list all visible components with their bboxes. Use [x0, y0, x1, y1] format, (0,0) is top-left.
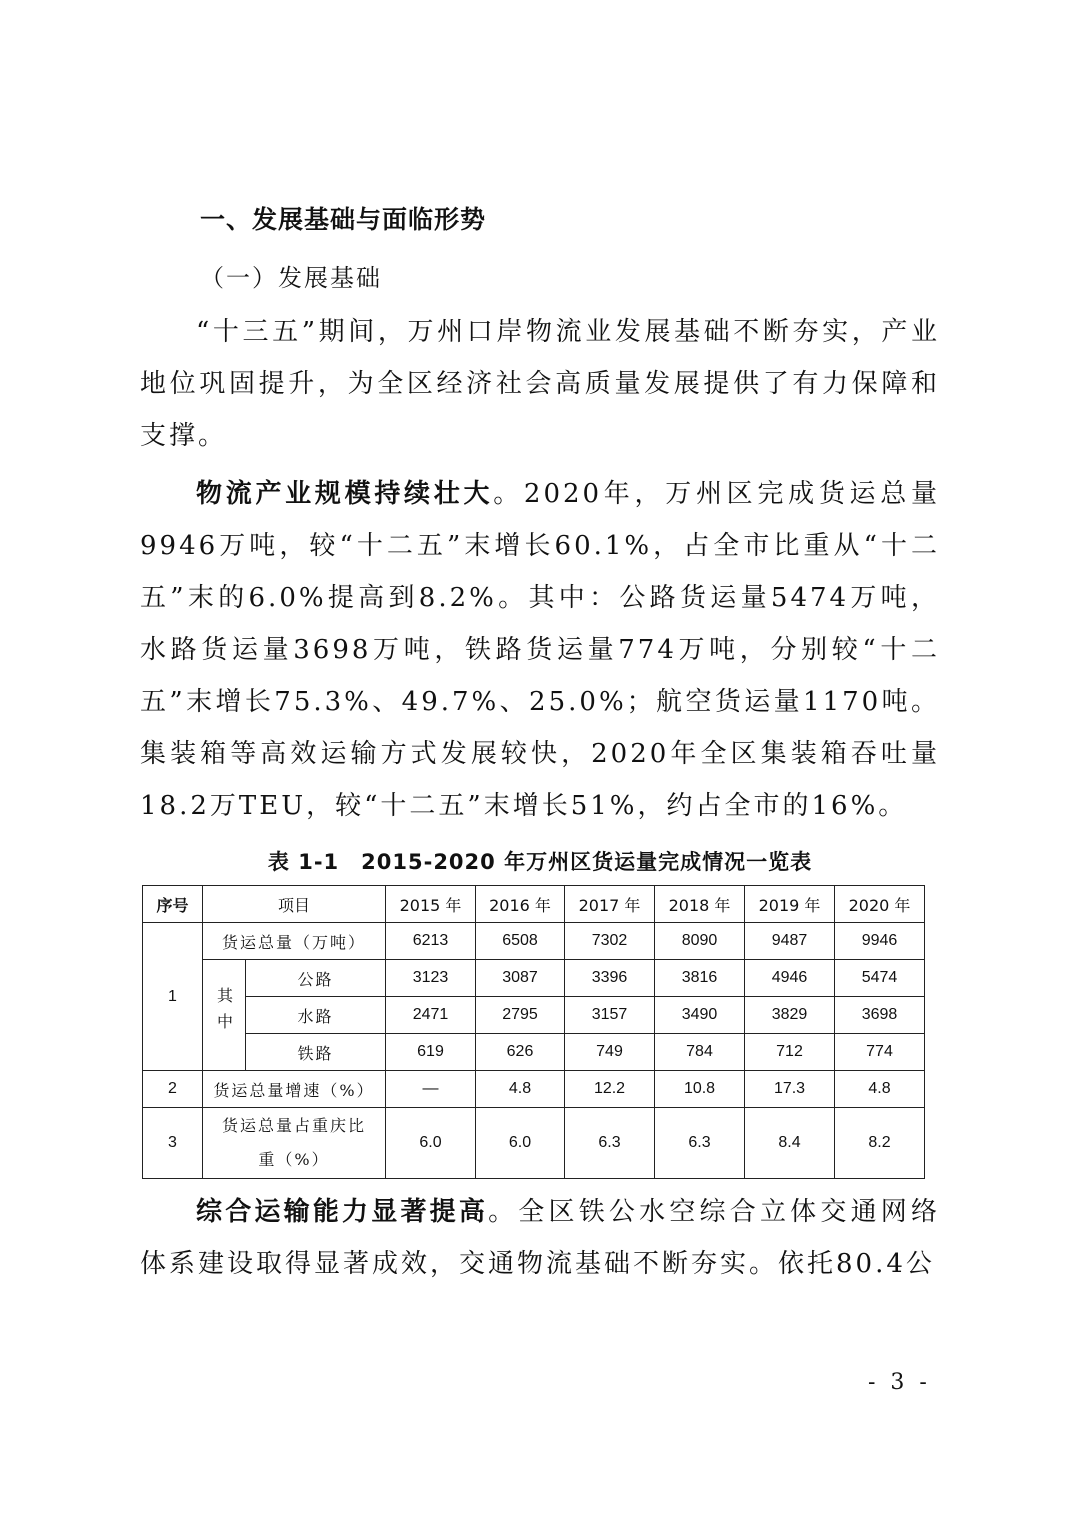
cell-value: 5474	[835, 960, 925, 997]
cell-value: —	[386, 1071, 476, 1108]
table-caption: 表 1-1 2015-2020 年万州区货运量完成情况一览表	[267, 850, 813, 874]
row-index: 3	[143, 1108, 203, 1179]
table-row	[143, 923, 925, 960]
cell-value: 2795	[476, 997, 565, 1034]
cell-value: 8090	[655, 923, 745, 960]
cell-value: 3829	[745, 997, 835, 1034]
freight-volume-table	[142, 885, 925, 1179]
cell-value: 3157	[565, 997, 655, 1034]
cell-value: 3490	[655, 997, 745, 1034]
cell-value: 774	[835, 1034, 925, 1071]
table-row	[143, 960, 925, 997]
header-year: 2017 年	[565, 886, 655, 923]
cell-value: 6.3	[565, 1108, 655, 1179]
row-index: 2	[143, 1071, 203, 1108]
table-row	[143, 997, 925, 1034]
cell-value: 12.2	[565, 1071, 655, 1108]
cell-value: 619	[386, 1034, 476, 1071]
paragraph-body: 。全区铁公水空综合立体交通网络体系建设取得显著成效，交通物流基础不断夯实。依托80.4公	[140, 1197, 940, 1279]
table-header-row	[143, 886, 925, 923]
cell-value: 6.3	[655, 1108, 745, 1179]
paragraph-lead: 综合运输能力显著提高	[196, 1197, 489, 1227]
row-label: 公路	[246, 960, 386, 997]
paragraph-body: 。2020年，万州区完成货运总量9946万吨，较“十二五”末增长60.1%，占全市比重从“十二五”末的6.0%提高到8.2%。其中：公路货运量5474万吨，水路货运量3698万吨，铁路货运量774万吨，分别较“十二五”末增长75.3%、49.7%、25.0%；航空货运量1170吨。集装箱等高效运输方式发展较快，2020年全区集装箱吞吐量18.2万TEU，较“十二五”末增长51%，约占全市的16%。	[140, 479, 940, 821]
cell-value: 6.0	[476, 1108, 565, 1179]
header-year: 2016 年	[476, 886, 565, 923]
header-index: 序号	[143, 886, 203, 923]
sub-group-label: 其中	[203, 960, 246, 1071]
cell-value: 9946	[835, 923, 925, 960]
paragraph-lead: 物流产业规模持续壮大	[196, 479, 494, 509]
header-year: 2018 年	[655, 886, 745, 923]
cell-value: 9487	[745, 923, 835, 960]
cell-value: 7302	[565, 923, 655, 960]
cell-value: 10.8	[655, 1071, 745, 1108]
cell-value: 2471	[386, 997, 476, 1034]
cell-value: 3087	[476, 960, 565, 997]
header-year: 2015 年	[386, 886, 476, 923]
row-index: 1	[143, 923, 203, 1071]
table-row	[143, 1034, 925, 1071]
logistics-scale-paragraph	[140, 468, 940, 832]
row-label: 铁路	[246, 1034, 386, 1071]
cell-value: 4.8	[835, 1071, 925, 1108]
cell-value: 6508	[476, 923, 565, 960]
table-row	[143, 1071, 925, 1108]
cell-value: 6213	[386, 923, 476, 960]
header-year: 2019 年	[745, 886, 835, 923]
cell-value: 17.3	[745, 1071, 835, 1108]
header-year: 2020 年	[835, 886, 925, 923]
cell-value: 3396	[565, 960, 655, 997]
row-label: 货运总量增速（%）	[203, 1071, 386, 1108]
cell-value: 3698	[835, 997, 925, 1034]
cell-value: 4946	[745, 960, 835, 997]
header-item: 项目	[203, 886, 386, 923]
cell-value: 749	[565, 1034, 655, 1071]
cell-value: 4.8	[476, 1071, 565, 1108]
cell-value: 784	[655, 1034, 745, 1071]
page-number: - 3 -	[868, 1370, 931, 1395]
cell-value: 3123	[386, 960, 476, 997]
row-label: 货运总量占重庆比重（%）	[203, 1108, 386, 1179]
cell-value: 712	[745, 1034, 835, 1071]
row-label: 货运总量（万吨）	[203, 923, 386, 960]
cell-value: 6.0	[386, 1108, 476, 1179]
cell-value: 626	[476, 1034, 565, 1071]
subsection-title: （一）发展基础	[200, 264, 382, 292]
cell-value: 8.2	[835, 1108, 925, 1179]
intro-paragraph: “十三五”期间，万州口岸物流业发展基础不断夯实，产业地位巩固提升，为全区经济社会高质量发展提供了有力保障和支撑。	[140, 317, 940, 451]
cell-value: 8.4	[745, 1108, 835, 1179]
table-row	[143, 1108, 925, 1179]
cell-value: 3816	[655, 960, 745, 997]
transport-capacity-paragraph	[140, 1186, 940, 1290]
section-title: 一、发展基础与面临形势	[200, 205, 487, 234]
row-label: 水路	[246, 997, 386, 1034]
